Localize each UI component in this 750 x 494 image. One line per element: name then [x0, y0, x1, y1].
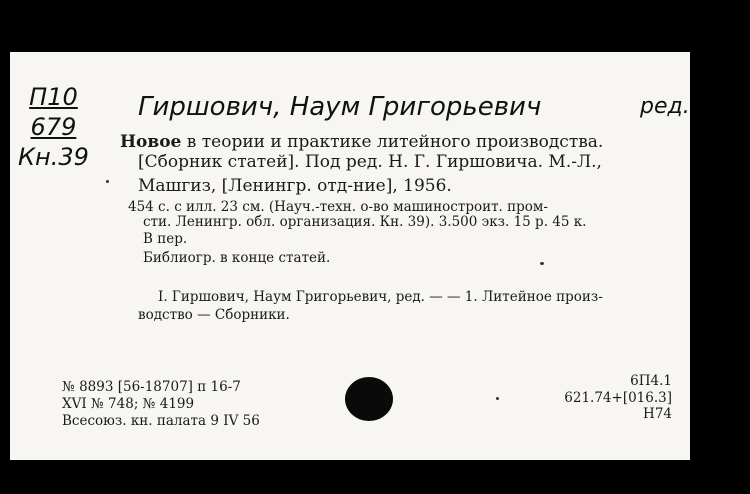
registry-line1: № 8893 [56-18707] п 16-7	[62, 379, 241, 395]
registry-line3: Всесоюз. кн. палата 9 IV 56	[62, 413, 260, 429]
catalog-card	[10, 52, 690, 460]
handwritten-author: Гиршович, Наум Григорьевич	[138, 92, 542, 122]
ink-speck	[496, 397, 499, 400]
ink-speck	[540, 262, 544, 265]
title-bold: Новое	[120, 132, 182, 152]
shelfmark-line1: П10	[29, 83, 78, 111]
shelfmark-line2: 679	[30, 113, 77, 141]
physical-description-3: В пер.	[143, 231, 188, 247]
title-rest: в теории и практике литейного производства.	[181, 132, 604, 152]
classification-line2: 621.74+[016.3]	[564, 390, 672, 406]
collection-line: [Сборник статей]. Под ред. Н. Г. Гиршовича. М.-Л.,	[138, 152, 602, 172]
tracing-line2: водство — Сборники.	[138, 307, 290, 323]
ink-blot	[345, 377, 393, 421]
book-title	[120, 132, 603, 152]
registry-line2: XVI № 748; № 4199	[62, 396, 195, 412]
handwritten-role: ред.	[640, 94, 690, 119]
classification-line1: 6П4.1	[630, 373, 672, 389]
classification-line3: Н74	[643, 406, 672, 422]
shelfmark	[18, 82, 89, 172]
ink-speck	[106, 180, 109, 183]
publisher-line: Машгиз, [Ленингр. отд-ние], 1956.	[138, 176, 452, 196]
tracing-line1: I. Гиршович, Наум Григорьевич, ред. — — 1. Литейное произ-	[158, 289, 603, 305]
shelfmark-line3: Кн.39	[18, 143, 89, 171]
physical-description-2: сти. Ленингр. обл. организация. Кн. 39). 3.500 экз. 15 р. 45 к.	[143, 214, 587, 230]
bibliography-note: Библиогр. в конце статей.	[143, 250, 331, 266]
physical-description-1: 454 с. с илл. 23 см. (Науч.-техн. о-во машиностроит. пром-	[128, 199, 548, 215]
